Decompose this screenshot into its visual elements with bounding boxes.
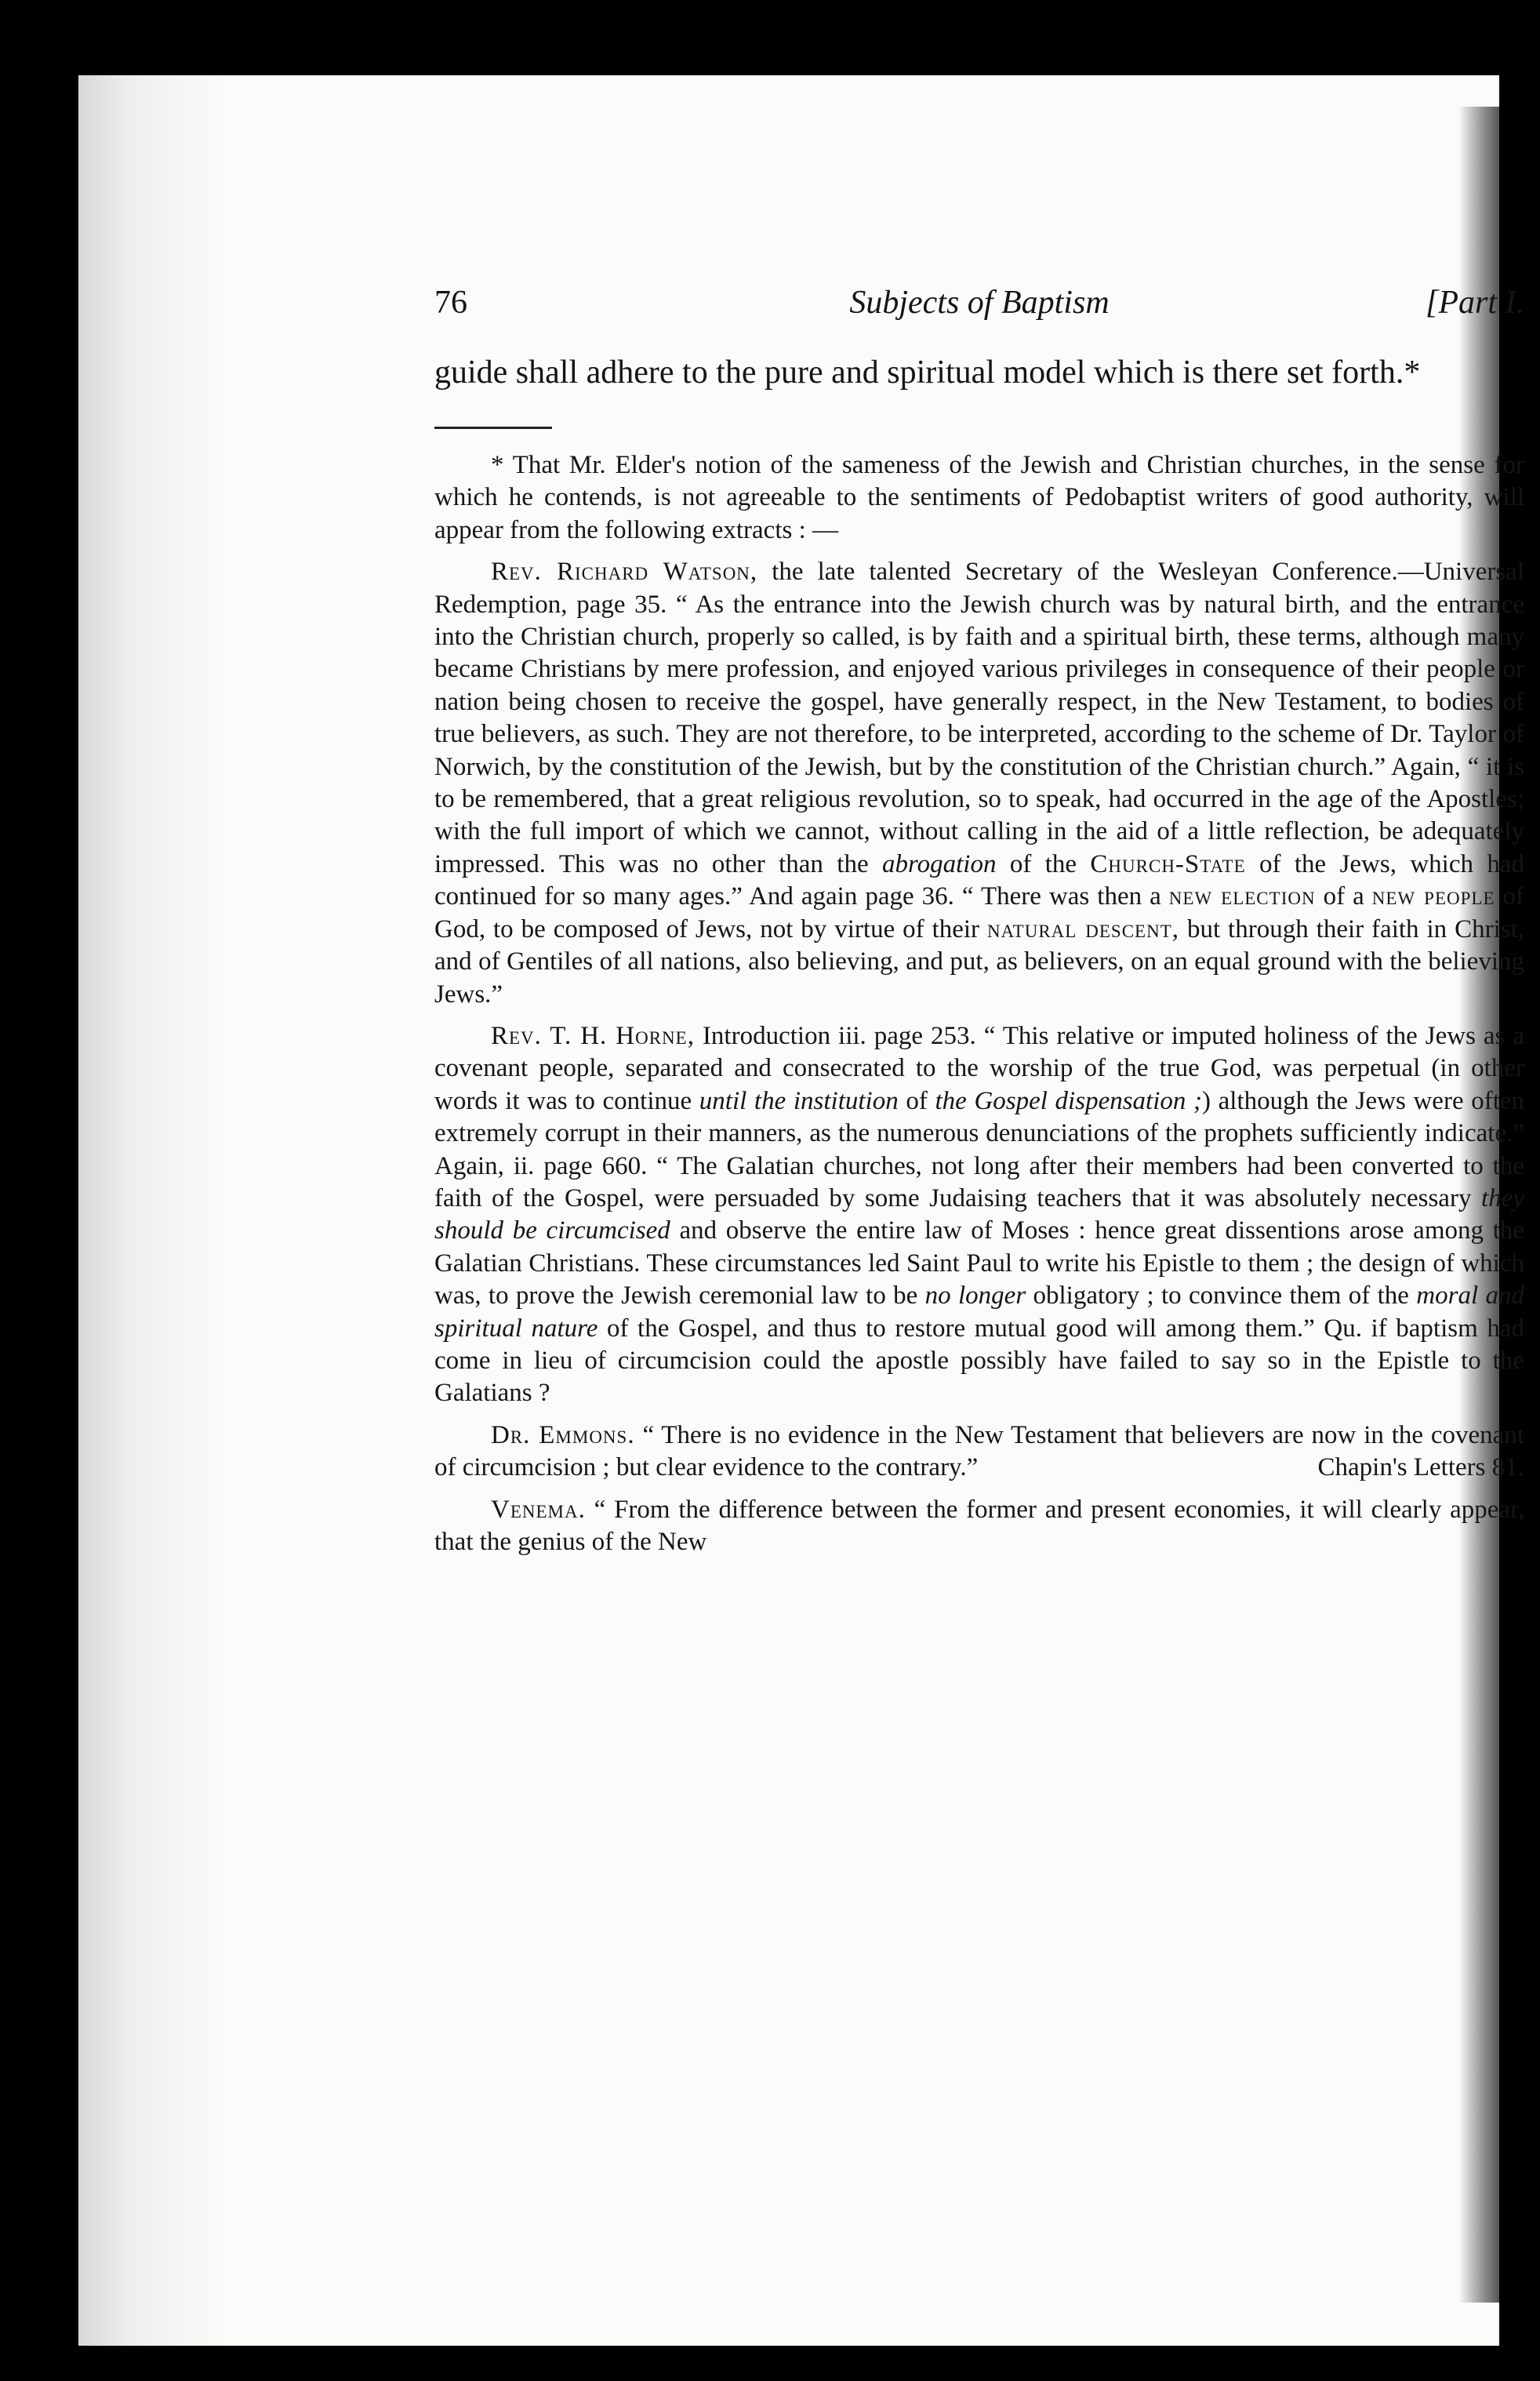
author-name: Venema. [491,1495,586,1524]
quote-text: of the Gospel, and thus to restore mutual good will among them.” Qu. if baptism had come in lieu of circumcision could the apostle possibly have failed to say so in the Epistle to the Galatians ? [434,1314,1524,1408]
quote-text: Introduction iii. page 253. “ This relative or imputed holiness of the Jews as a covenant people, separated and consecrated to the worship of the true God, was perpetual (in other words it was to continue [434,1021,1524,1115]
citation-source: Chapin's Letters 81. [1317,1453,1524,1482]
book-page [78,75,1525,2346]
running-head [434,284,1524,339]
quote-text: the late talented Secretary of the Wesleyan Conference.—Universal Redemption, page 35. “ As the entrance into the Jewish church was by natural birth, and the entrance into the Christian church, properly so called, is by faith and a spiritual birth, these terms, although many became Christians by mere profession, and enjoyed various privileges in consequence of their people or nation being chosen to receive the gospel, have generally respect, in the New Testament, to bodies of true believers, as such. They are not therefore, to be interpreted, according to the scheme of Dr. Taylor of Norwich, by the constitution of the Jewish, but by the constitution of the Christian church.” Again, “ it is to be remembered, that a great religious revolution, so to speak, had occurred in the age of the Apostles; with the full import of which we cannot, without calling in the aid of a little reflection, be adequately impressed. This was no other than the [434,558,1524,878]
footnote-horne [434,1020,1524,1410]
quote-text: obligatory ; to convince them of the [1033,1281,1409,1310]
quote-text: of the Jews, which had continued for so many ages.” And again page 36. “ There was then a [434,849,1525,911]
page-gutter-shadow [78,75,227,2346]
footnote-venema [434,1494,1524,1559]
running-title: Subjects of Baptism [849,285,1110,321]
small-caps-text: new election [1168,882,1316,911]
small-caps-text: new people [1371,882,1495,911]
quote-text: of [906,1086,928,1115]
quote-text: “ There is no evidence in the New Testament that believers are now in the covenant of circumcision ; but clear evidence to the contrary.” [434,1420,1524,1482]
emphasis-text: abrogation [882,849,997,878]
emphasis-text: they should be circumcised [434,1183,1524,1245]
emphasis-text: until the institution [699,1086,899,1115]
quote-text: “ From the difference between the former and present economies, it will clearly appear, that the genius of the New [434,1495,1524,1556]
small-caps-text: natural descent, [987,914,1180,943]
text-block [434,284,1524,1568]
main-text: guide shall adhere to the pure and spiritual model which is there set forth.* [434,354,1421,391]
author-name: Dr. Emmons. [491,1420,635,1449]
quote-text: of God, to be composed of Jews, not by virtue of their [434,882,1525,943]
author-name: Rev. T. H. Horne, [491,1021,695,1050]
emphasis-text: the Gospel dispensation ; [935,1086,1203,1115]
quote-text: and observe the entire law of Moses : hence great dissentions arose among the Galatian Christians. These circumstances led Saint Paul to write his Epistle to them ; the design of which was, to prove the Jewish ceremonial law to be [434,1216,1525,1310]
page-number: 76 [434,285,467,321]
emphasis-text: no longer [924,1281,1026,1310]
part-label: [Part I. [1426,285,1524,321]
small-caps-text: Church-State [1090,849,1246,878]
footnote-watson [434,556,1524,1011]
footnote-emmons [434,1420,1524,1485]
author-name: Rev. Richard Watson, [491,558,758,587]
quote-text: of a [1323,882,1364,911]
footnote-rule [434,427,552,429]
quote-text: ) although the Jews were often extremely corrupt in their manners, as the numerous denunciations of the prophets sufficiently indicate.” Again, ii. page 660. “ The Galatian churches, not long after their members had been converted to the faith of the Gospel, were persuaded by some Judaising teachers that it was absolutely necessary [434,1086,1525,1212]
emphasis-text: moral and spiritual nature [434,1281,1524,1343]
footnote-intro: * That Mr. Elder's notion of the sameness of the Jewish and Christian churches, in the sense for which he contends, is not agreeable to the sentiments of Pedobaptist writers of good authority, will appear from the following extracts : — [434,451,1524,544]
quote-text: but through their faith in Christ, and of Gentiles of all nations, also believing, and put, as believers, on an equal ground with the believing Jews.” [434,914,1524,1009]
quote-text: of the [1009,849,1077,878]
